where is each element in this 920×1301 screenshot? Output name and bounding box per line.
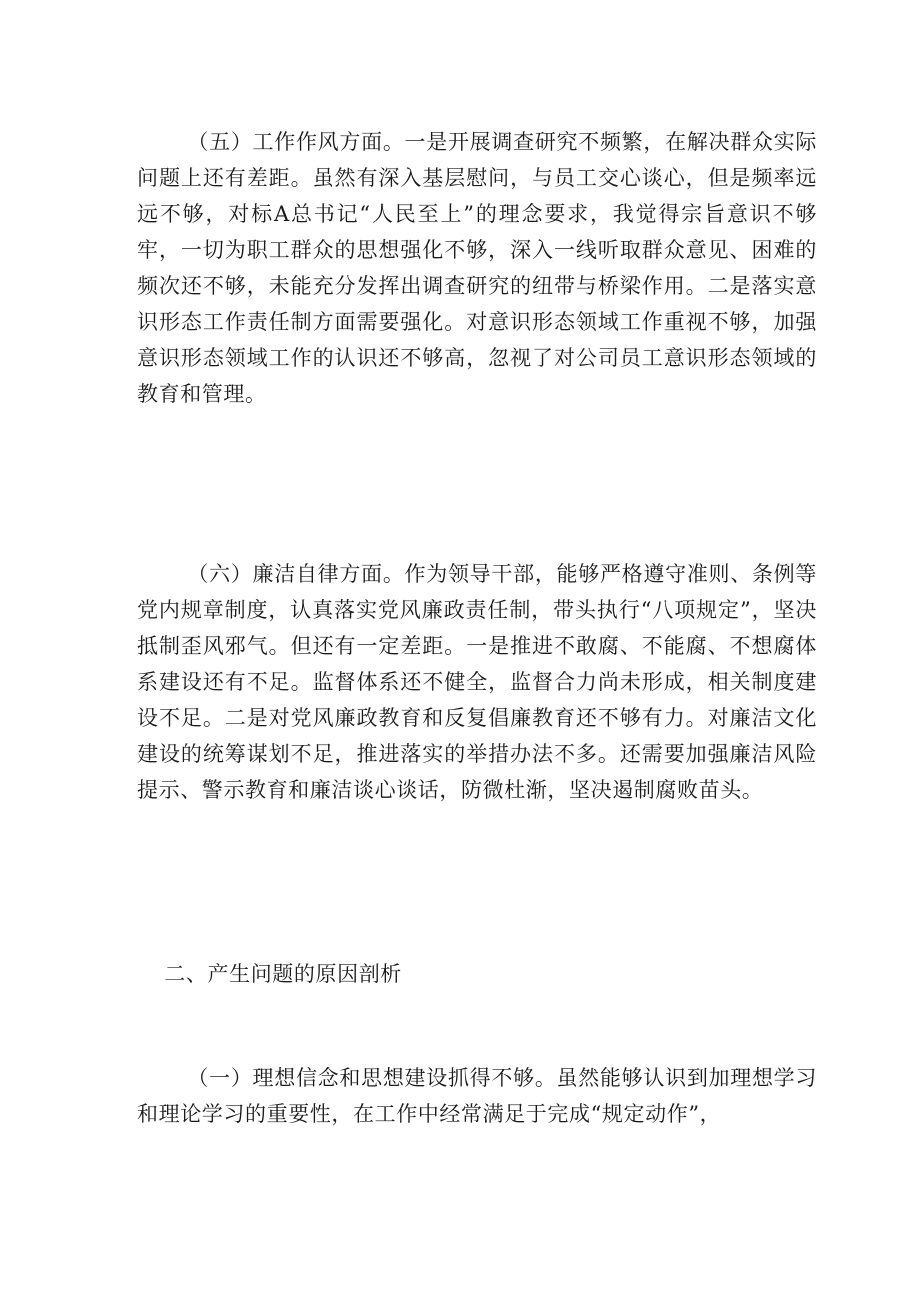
section-heading-cause-analysis: 二、产生问题的原因剖析 <box>164 962 402 986</box>
paragraph-ideals-beliefs: （一）理想信念和思想建设抓得不够。虽然能够认识到加理想学习和理论学习的重要性，在工作中经常满足于完成“规定动作”， <box>137 1066 817 1126</box>
paragraph-integrity: （六）廉洁自律方面。作为领导干部，能够严格遵守准则、条例等党内规章制度，认真落实党风廉政责任制，带头执行“八项规定”，坚决抵制歪风邪气。但还有一定差距。一是推进不敢腐、不能腐、不想腐体系建设还有不足。监督体系还不健全，监督合力尚未形成，相关制度建设不足。二是对党风廉政教育和反复倡廉教育还不够有力。对廉洁文化建设的统筹谋划不足，推进落实的举措办法不多。还需要加强廉洁风险提示、警示教育和廉洁谈心谈话，防微杜渐，坚决遏制腐败苗头。 <box>137 562 817 802</box>
paragraph-work-style: （五）工作作风方面。一是开展调查研究不频繁，在解决群众实际问题上还有差距。虽然有深入基层慰问，与员工交心谈心，但是频率远远不够，对标A总书记“人民至上”的理念要求，我觉得宗旨意识不够牢，一切为职工群众的思想强化不够，深入一线听取群众意见、困难的频次还不够，未能充分发挥出调查研究的纽带与桥梁作用。二是落实意识形态工作责任制方面需要强化。对意识形态领域工作重视不够，加强意识形态领域工作的认识还不够高，忽视了对公司员工意识形态领域的教育和管理。 <box>137 130 817 406</box>
